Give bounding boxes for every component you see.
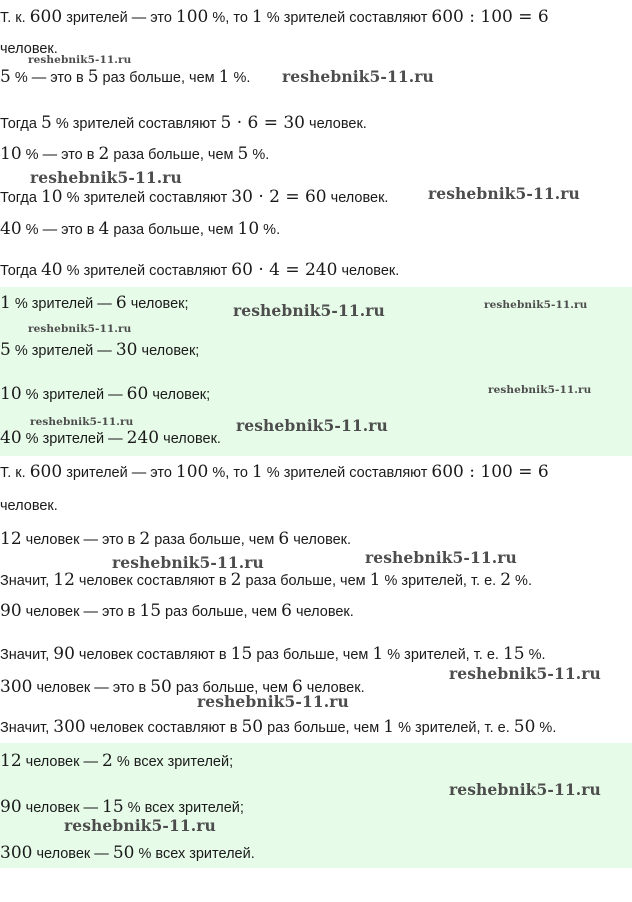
watermark: reshebnik5-11.ru: [365, 548, 517, 567]
watermark: reshebnik5-11.ru: [488, 384, 592, 396]
watermark: reshebnik5-11.ru: [449, 664, 601, 683]
watermark: reshebnik5-11.ru: [30, 168, 182, 187]
text-line: Т. к. 600 зрителей — это 100 %, то 1 % зрителей составляют 600 : 100 = 6: [0, 462, 549, 482]
summary-line: 300 человек — 50 % всех зрителей.: [0, 843, 255, 863]
summary-line: 1 % зрителей — 6 человек;: [0, 293, 189, 313]
text-line: 40 % — это в 4 раза больше, чем 10 %.: [0, 219, 281, 239]
summary-line: 12 человек — 2 % всех зрителей;: [0, 751, 234, 771]
text-line: Значит, 12 человек составляют в 2 раза больше, чем 1 % зрителей, т. е. 2 %.: [0, 570, 532, 590]
text-line: 90 человек — это в 15 раз больше, чем 6 человек.: [0, 601, 354, 621]
watermark: reshebnik5-11.ru: [112, 553, 264, 572]
summary-line: 40 % зрителей — 240 человек.: [0, 428, 221, 448]
text-line: Значит, 90 человек составляют в 15 раз больше, чем 1 % зрителей, т. е. 15 %.: [0, 644, 546, 664]
summary-line: 90 человек — 15 % всех зрителей;: [0, 797, 244, 817]
text-line: 12 человек — это в 2 раза больше, чем 6 человек.: [0, 529, 352, 549]
text-line: Значит, 300 человек составляют в 50 раз больше, чем 1 % зрителей, т. е. 50 %.: [0, 717, 557, 737]
watermark: reshebnik5-11.ru: [236, 416, 388, 435]
text-line: Тогда 5 % зрителей составляют 5 · 6 = 30 человек.: [0, 113, 367, 133]
text-line: Т. к. 600 зрителей — это 100 %, то 1 % зрителей составляют 600 : 100 = 6: [0, 7, 549, 27]
watermark: reshebnik5-11.ru: [28, 54, 132, 66]
watermark: reshebnik5-11.ru: [30, 416, 134, 428]
text-line: Тогда 10 % зрителей составляют 30 · 2 = 60 человек.: [0, 187, 389, 207]
text-line: 300 человек — это в 50 раз больше, чем 6 человек.: [0, 677, 365, 697]
watermark: reshebnik5-11.ru: [449, 780, 601, 799]
watermark: reshebnik5-11.ru: [197, 692, 349, 711]
text-line: Тогда 40 % зрителей составляют 60 · 4 = 240 человек.: [0, 260, 400, 280]
summary-line: 5 % зрителей — 30 человек;: [0, 340, 200, 360]
text-line: 5 % — это в 5 раз больше, чем 1 %.: [0, 67, 251, 87]
text-line: человек.: [0, 41, 58, 57]
text-line: 10 % — это в 2 раза больше, чем 5 %.: [0, 144, 270, 164]
watermark: reshebnik5-11.ru: [484, 299, 588, 311]
watermark: reshebnik5-11.ru: [428, 184, 580, 203]
text-line: человек.: [0, 498, 58, 514]
summary-line: 10 % зрителей — 60 человек;: [0, 384, 211, 404]
watermark: reshebnik5-11.ru: [28, 323, 132, 335]
watermark: reshebnik5-11.ru: [233, 301, 385, 320]
watermark: reshebnik5-11.ru: [282, 67, 434, 86]
watermark: reshebnik5-11.ru: [64, 816, 216, 835]
